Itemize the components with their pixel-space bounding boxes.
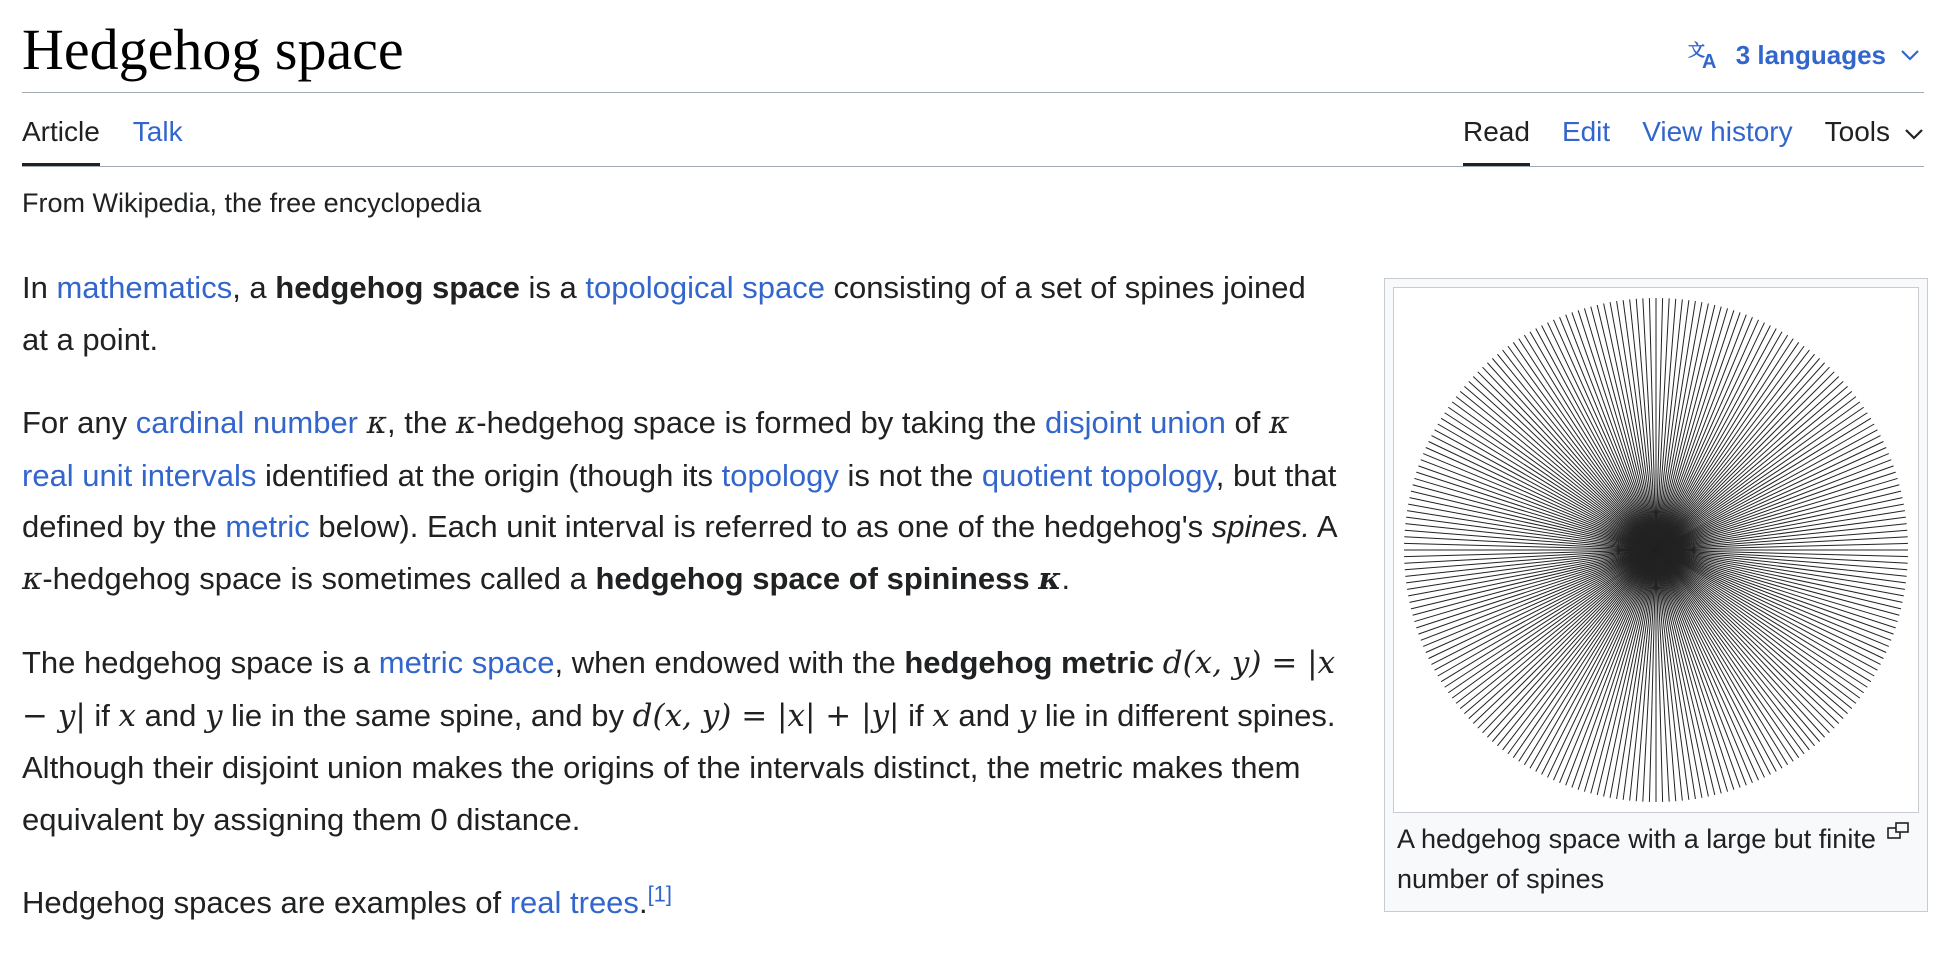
text: lie in different spines. Although their disjoint union makes the origins of the intervals distinct, the metric makes them equivalent by assigning them 0 distance.: [22, 697, 1336, 837]
spine-line: [1431, 436, 1656, 550]
translate-icon: [1688, 40, 1722, 70]
languages-label: 3 languages: [1735, 39, 1886, 70]
bold-term: hedgehog space: [275, 270, 520, 305]
text: , when endowed with the: [554, 645, 905, 680]
text: The hedgehog space is a: [22, 645, 379, 680]
site-tagline: From Wikipedia, the free encyclopedia: [22, 188, 482, 218]
math-x: x: [932, 697, 950, 734]
tab-view-history[interactable]: View history: [1642, 115, 1793, 147]
text: and: [136, 697, 205, 733]
math-y: y: [204, 697, 223, 734]
tab-talk[interactable]: Talk: [132, 115, 183, 147]
math-kappa: κ: [1038, 560, 1062, 597]
reference-link[interactable]: [1]: [647, 881, 673, 907]
spine-line: [1438, 424, 1656, 550]
spine-line: [1656, 550, 1874, 676]
tab-edit[interactable]: Edit: [1561, 115, 1611, 147]
text: of: [1225, 405, 1270, 440]
spine-line: [1438, 550, 1656, 676]
text: , the: [386, 405, 456, 440]
chevron-down-icon: [1904, 116, 1924, 148]
link-metric[interactable]: metric: [225, 509, 310, 544]
svg-text:文: 文: [1687, 41, 1705, 61]
article-body: [22, 262, 1338, 961]
languages-button[interactable]: [1688, 28, 1920, 82]
math-x: x: [118, 697, 137, 734]
tab-tools[interactable]: [1825, 100, 1924, 166]
link-topological-space[interactable]: topological space: [585, 270, 825, 305]
tools-label: Tools: [1824, 115, 1890, 147]
italic-term: spines.: [1211, 509, 1311, 544]
text: consisting of a set of spines joined at a point.: [22, 270, 1306, 357]
hedgehog-spines-illustration: [1394, 288, 1918, 812]
title-divider: [22, 92, 1924, 93]
math-kappa: κ: [455, 405, 477, 441]
spine-line: [1530, 550, 1656, 768]
page-title: Hedgehog space: [22, 17, 404, 82]
spine-line: [1410, 550, 1656, 602]
text: , but that defined by the: [22, 457, 1337, 544]
math-kappa: κ: [366, 405, 387, 441]
tab-article[interactable]: Article: [22, 100, 100, 166]
spine-line: [1656, 332, 1782, 550]
text: below). Each unit interval is referred to as one of the hedgehog's: [309, 509, 1212, 544]
text: if: [85, 697, 119, 733]
text: and: [949, 697, 1019, 733]
spine-line: [1656, 550, 1708, 796]
tabs-divider: [22, 166, 1924, 167]
paragraph-metric: [22, 637, 1338, 845]
spine-line: [1604, 304, 1656, 550]
text: Hedgehog spaces are examples of: [22, 885, 510, 920]
paragraph-intro: [22, 262, 1338, 365]
tab-read[interactable]: Read: [1463, 100, 1530, 166]
text: if: [899, 697, 933, 733]
spine-line: [1656, 436, 1881, 550]
bold-term: hedgehog space of spininess: [595, 560, 1030, 596]
chevron-down-icon: [1900, 48, 1920, 62]
math-y: y: [1018, 697, 1037, 734]
link-quotient-topology[interactable]: quotient topology: [981, 457, 1216, 493]
math-formula-same-spine: d(x, y) = |x − y|: [22, 645, 1336, 734]
text: .: [1061, 560, 1071, 596]
link-cardinal-number[interactable]: cardinal number: [135, 405, 359, 440]
spine-line: [1656, 550, 1770, 775]
text: is a: [519, 270, 586, 305]
text: is not the: [838, 457, 982, 493]
spine-line: [1656, 424, 1874, 550]
spine-line: [1410, 498, 1656, 550]
text: -hedgehog space is formed by taking the: [476, 405, 1045, 440]
text: identified at the origin (though its: [256, 457, 722, 493]
math-kappa: κ: [1269, 405, 1290, 441]
spine-line: [1431, 550, 1656, 664]
spine-line: [1656, 550, 1782, 768]
link-real-trees[interactable]: real trees: [509, 885, 639, 920]
view-tabs: [1463, 100, 1924, 166]
text: For any: [22, 405, 136, 440]
enlarge-icon[interactable]: [1887, 822, 1911, 845]
text: A: [1310, 509, 1336, 544]
spine-line: [1656, 498, 1902, 550]
text: In: [22, 270, 57, 305]
text: , a: [232, 270, 276, 305]
spine-line: [1530, 332, 1656, 550]
infobox-figure: [1384, 278, 1928, 912]
text: lie in the same spine, and by: [222, 697, 633, 733]
link-real-unit-intervals[interactable]: real unit intervals: [22, 457, 257, 493]
paragraph-examples: [22, 877, 1338, 929]
spine-line: [1542, 325, 1656, 550]
spine-line: [1656, 550, 1881, 664]
figure-caption: A hedgehog space with a large but finite number of spines: [1397, 824, 1876, 894]
link-topology[interactable]: topology: [721, 457, 839, 493]
link-disjoint-union[interactable]: disjoint union: [1044, 405, 1226, 440]
namespace-tabs: [22, 100, 183, 166]
spine-line: [1604, 550, 1656, 796]
math-kappa: κ: [22, 560, 43, 597]
spine-line: [1656, 325, 1770, 550]
svg-text:A: A: [1701, 51, 1717, 70]
text: -hedgehog space is sometimes called a: [42, 560, 596, 596]
link-mathematics[interactable]: mathematics: [56, 270, 233, 305]
bold-term: hedgehog metric: [904, 645, 1155, 680]
math-formula-different-spines: d(x, y) = |x| + |y|: [632, 697, 900, 734]
spine-line: [1656, 550, 1902, 602]
text: .: [638, 885, 648, 920]
paragraph-definition: [22, 397, 1338, 605]
link-metric-space[interactable]: metric space: [378, 645, 555, 680]
spine-line: [1656, 304, 1708, 550]
spine-line: [1542, 550, 1656, 775]
hedgehog-image[interactable]: [1393, 287, 1919, 813]
